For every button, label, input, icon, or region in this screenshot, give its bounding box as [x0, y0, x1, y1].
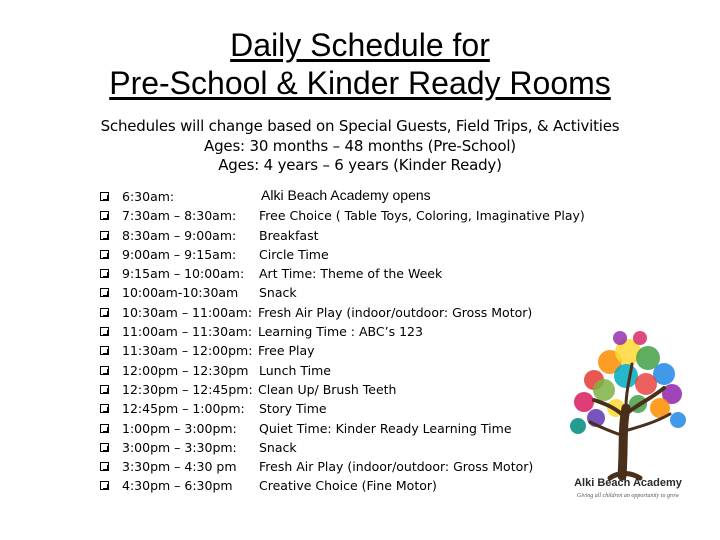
checkbox-icon	[100, 404, 109, 413]
schedule-time: 9:00am – 9:15am:	[122, 246, 237, 262]
page-title	[0, 26, 720, 102]
schedule-time: 9:15am – 10:00am:	[122, 266, 245, 282]
schedule-time: 12:45pm – 1:00pm:	[122, 401, 245, 417]
checkbox-icon	[100, 366, 109, 375]
schedule-activity: Story Time	[259, 401, 327, 417]
schedule-activity: Fresh Air Play (indoor/outdoor: Gross Motor)	[258, 304, 533, 320]
schedule-time: 4:30pm – 6:30pm	[122, 478, 233, 494]
subtitle-block	[0, 117, 720, 176]
schedule-time: 8:30am – 9:00am:	[122, 227, 237, 243]
schedule-activity: Lunch Time	[259, 362, 331, 378]
checkbox-icon	[100, 269, 109, 278]
schedule-activity: Fresh Air Play (indoor/outdoor: Gross Motor)	[259, 459, 534, 475]
schedule-activity: Free Choice ( Table Toys, Coloring, Imaginative Play)	[259, 208, 585, 224]
logo-name: Alki Beach Academy	[574, 477, 682, 489]
checkbox-icon	[100, 327, 109, 336]
checkbox-icon	[100, 250, 109, 259]
schedule-time: 10:00am-10:30am	[122, 285, 239, 301]
checkbox-icon	[100, 443, 109, 452]
schedule-activity: Alki Beach Academy opens	[261, 187, 431, 203]
checkbox-icon	[100, 462, 109, 471]
checkbox-icon	[100, 231, 109, 240]
schedule-time: 12:00pm – 12:30pm	[122, 362, 249, 378]
logo-tagline: Giving all children an opportunity to grow	[576, 493, 680, 499]
checkbox-icon	[100, 385, 109, 394]
schedule-time: 11:30am – 12:00pm:	[122, 343, 253, 359]
title-line-1: Daily Schedule for	[230, 27, 490, 63]
schedule-activity: Snack	[259, 285, 297, 301]
schedule-activity: Snack	[259, 439, 297, 455]
schedule-time: 11:00am – 11:30am:	[122, 324, 253, 340]
schedule-time: 1:00pm – 3:00pm:	[122, 420, 237, 436]
checkbox-icon	[100, 424, 109, 433]
schedule-time: 6:30am:	[122, 189, 175, 204]
schedule-activity: Art Time: Theme of the Week	[259, 266, 443, 282]
schedule-time: 7:30am – 8:30am:	[122, 208, 237, 224]
schedule-activity: Free Play	[258, 343, 315, 359]
schedule-activity: Circle Time	[259, 246, 329, 262]
checkbox-icon	[100, 308, 109, 317]
title-line-2: Pre-School & Kinder Ready Rooms	[109, 65, 611, 101]
schedule-time: 3:30pm – 4:30 pm	[122, 459, 237, 475]
checkbox-icon	[100, 346, 109, 355]
schedule-time: 12:30pm – 12:45pm:	[122, 381, 253, 397]
subtitle-line-3: Ages: 4 years – 6 years (Kinder Ready)	[218, 156, 502, 174]
schedule-activity: Learning Time : ABC’s 123	[258, 324, 423, 340]
schedule-time: 3:00pm – 3:30pm:	[122, 439, 237, 455]
checkbox-icon	[100, 481, 109, 490]
checkbox-icon	[100, 192, 109, 201]
checkbox-icon	[100, 288, 109, 297]
checkbox-icon	[100, 211, 109, 220]
schedule-time: 10:30am – 11:00am:	[122, 304, 253, 320]
subtitle-line-1: Schedules will change based on Special Guests, Field Trips, & Activities	[100, 117, 620, 135]
schedule-activity: Breakfast	[259, 227, 319, 243]
schedule-activity: Creative Choice (Fine Motor)	[259, 478, 437, 494]
schedule-activity: Clean Up/ Brush Teeth	[258, 381, 397, 397]
subtitle-line-2: Ages: 30 months – 48 months (Pre-School)	[204, 136, 516, 155]
schedule-activity: Quiet Time: Kinder Ready Learning Time	[259, 420, 512, 436]
